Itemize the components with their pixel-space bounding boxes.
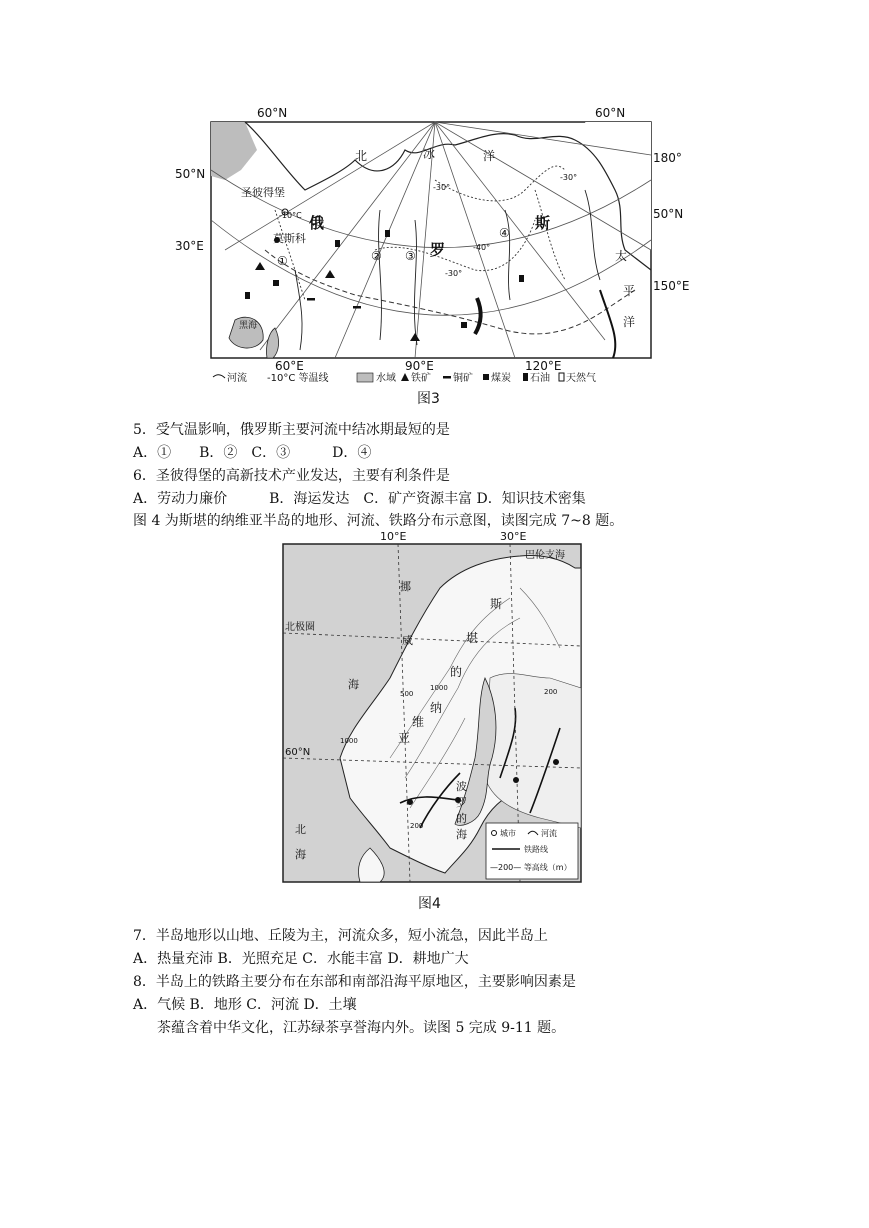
question-6: 6．圣彼得堡的高新技术产业发达，主要有利条件是	[133, 468, 450, 484]
contour-label: 1000	[430, 684, 448, 692]
figure-4-legend	[486, 823, 578, 879]
label-peninsula: 堪	[466, 631, 479, 645]
figure-4-scandinavia-map	[280, 528, 586, 918]
question-8: 8．半岛上的铁路主要分布在东部和南部沿海平原地区，主要影响因素是	[133, 974, 576, 990]
question-5-options: A．① B．② C．③ D．④	[133, 445, 372, 461]
label-baltic: 罗	[456, 796, 467, 809]
svg-text:河流: 河流	[227, 373, 247, 384]
figure-3-caption: 图3	[417, 391, 440, 407]
lon-label: 60°E	[275, 359, 304, 373]
label-moscow: 莫斯科	[273, 232, 306, 245]
svg-text:石油: 石油	[530, 373, 550, 384]
contour-label: 200	[544, 688, 558, 696]
lat-label: 60°N	[595, 106, 626, 120]
lon-label: 30°E	[175, 239, 204, 253]
lat-label: 北极圈	[285, 622, 315, 633]
svg-text:铁路线: 铁路线	[524, 845, 548, 854]
question-7: 7．半岛地形以山地、丘陵为主，河流众多，短小流急，因此半岛上	[133, 928, 548, 944]
marker-1: ①	[277, 254, 288, 268]
label-baltic: 波	[456, 780, 467, 793]
svg-text:铜矿: 铜矿	[453, 373, 473, 384]
marker-4: ④	[499, 226, 510, 240]
lon-label: 150°E	[653, 279, 690, 293]
figure-5-intro: 茶蕴含着中华文化，江苏绿茶享誉海内外。读图 5 完成 9-11 题。	[157, 1020, 566, 1036]
label-peninsula: 维	[412, 715, 425, 729]
label-north-sea: 北	[295, 823, 306, 836]
svg-text:水域: 水域	[376, 373, 396, 384]
lat-label: 60°N	[257, 106, 288, 120]
label-peninsula: 纳	[430, 701, 443, 715]
label-country-3: 斯	[535, 214, 551, 232]
isotherm-label: -40°	[473, 243, 491, 252]
question-5: 5．受气温影响，俄罗斯主要河流中结冰期最短的是	[133, 422, 450, 438]
label-north-1: 北	[355, 149, 368, 163]
question-6-options: A．劳动力廉价 B．海运发达 C．矿产资源丰富 D．知识技术密集	[133, 491, 586, 507]
isotherm-label: -10°C	[279, 211, 302, 220]
label-country-1: 俄	[309, 214, 325, 232]
isotherm-label: -30°	[433, 183, 451, 192]
svg-text:—200— 等高线（m）: —200— 等高线（m）	[490, 863, 572, 872]
marker-3: ③	[405, 249, 416, 263]
contour-label: 200	[410, 822, 424, 830]
lat-label: 50°N	[175, 167, 206, 181]
isotherm-label: -30°	[445, 269, 463, 278]
label-pacific-1: 太	[615, 249, 628, 263]
lon-label: 120°E	[525, 359, 562, 373]
label-black-sea: 黑海	[239, 321, 258, 331]
label-norway-sea: 威	[402, 634, 413, 647]
label-pacific-3: 洋	[623, 315, 636, 329]
svg-text:-10°C 等温线: -10°C 等温线	[267, 373, 329, 384]
label-norway-sea: 海	[348, 678, 359, 691]
label-country-2: 罗	[430, 241, 446, 259]
svg-text:河流: 河流	[541, 829, 557, 838]
lon-label: 90°E	[405, 359, 434, 373]
label-baltic: 海	[456, 828, 467, 841]
contour-label: 500	[400, 690, 414, 698]
label-norway-sea: 挪	[400, 580, 411, 593]
question-7-options: A．热量充沛 B．光照充足 C．水能丰富 D．耕地广大	[133, 951, 469, 967]
label-peninsula: 亚	[398, 731, 411, 745]
label-pacific-2: 平	[623, 284, 636, 298]
label-peninsula: 的	[450, 665, 463, 679]
label-baltic: 的	[456, 812, 467, 825]
figure-3-russia-map	[175, 100, 690, 410]
contour-label: 1000	[340, 737, 358, 745]
svg-text:煤炭: 煤炭	[491, 373, 511, 384]
lat-label: 50°N	[653, 207, 684, 221]
label-north-sea: 海	[295, 848, 306, 861]
figure-4-intro: 图 4 为斯堪的纳维亚半岛的地形、河流、铁路分布示意图，读图完成 7~8 题。	[133, 513, 624, 529]
lon-label: 10°E	[380, 530, 407, 543]
figure-4-caption: 图4	[418, 896, 441, 912]
lat-label: 60°N	[285, 747, 311, 758]
question-8-options: A．气候 B．地形 C．河流 D．土壤	[133, 997, 357, 1013]
isotherm-label: -30°	[560, 173, 578, 182]
lon-label: 30°E	[500, 530, 527, 543]
lon-label: 180°	[653, 151, 682, 165]
label-north-2: 冰	[423, 147, 436, 161]
svg-text:天然气: 天然气	[566, 373, 596, 384]
label-barents: 巴伦支海	[525, 550, 565, 561]
label-st-petersburg: 圣彼得堡	[241, 186, 285, 199]
svg-text:城市: 城市	[500, 829, 516, 838]
marker-2: ②	[371, 249, 382, 263]
label-north-3: 洋	[483, 149, 496, 163]
label-peninsula: 斯	[490, 597, 503, 611]
svg-text:铁矿: 铁矿	[411, 373, 431, 384]
